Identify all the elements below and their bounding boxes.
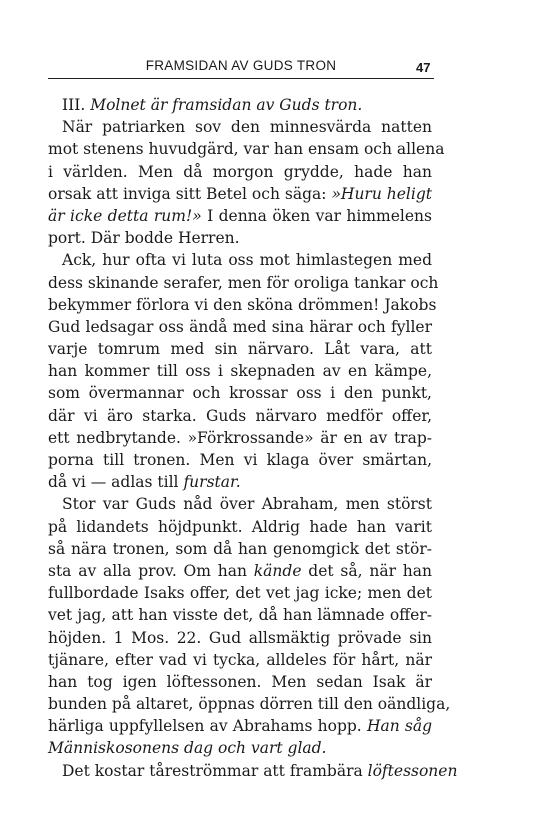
- text-line: [48, 161, 432, 183]
- text-segment: I denna öken var himmelens: [201, 206, 432, 225]
- text-line: [48, 671, 432, 693]
- italic-text: furstar.: [183, 473, 241, 492]
- text-segment: orsak att inviga sitt Betel och säga:: [48, 184, 332, 203]
- text-line: [48, 427, 432, 449]
- text-line: [48, 604, 432, 626]
- text-line: [48, 627, 432, 649]
- text-line: [48, 94, 432, 116]
- text-segment: vet jag, att han visste det, då han lämnade offer-: [48, 606, 432, 625]
- body-text: [48, 94, 458, 782]
- text-segment: När patriarken sov den minnesvärda natten: [62, 118, 432, 137]
- italic-text: kände: [253, 561, 302, 580]
- italic-text: är icke detta rum!»: [48, 206, 202, 225]
- text-segment: härliga uppfyllelsen av Abrahams hopp.: [48, 717, 367, 736]
- text-line: [48, 582, 432, 604]
- text-segment: porna till tronen. Men vi klaga över smärtan,: [48, 451, 432, 469]
- text-line: [48, 183, 432, 205]
- text-line: [48, 138, 445, 160]
- text-segment: i världen. Men då morgon grydde, hade han: [48, 162, 432, 181]
- text-segment: bekymmer förlora vi den sköna drömmen! Jakobs: [48, 295, 437, 314]
- italic-text: löftessonen: [367, 761, 458, 780]
- text-line: [48, 538, 432, 560]
- italic-text: »Huru heligt: [331, 184, 432, 203]
- text-line: [48, 360, 432, 382]
- text-segment: då vi — adlas till: [48, 473, 184, 492]
- text-line: [48, 316, 432, 338]
- text-line: [48, 560, 432, 582]
- text-segment: mot stenens huvudgärd, var han ensam och allena: [48, 140, 445, 159]
- text-line: [48, 272, 439, 294]
- text-line: [48, 227, 432, 249]
- text-segment: det så, när han: [301, 561, 433, 580]
- text-line: [48, 737, 432, 759]
- running-title: FRAMSIDAN AV GUDS TRON: [145, 58, 337, 73]
- text-line: [48, 516, 432, 538]
- text-segment: tjänare, efter vad vi tycka, alldeles för hårt, när: [48, 650, 432, 669]
- text-line: [48, 649, 432, 671]
- text-segment: han kommer till oss i skepnaden av en kämpe,: [48, 362, 432, 381]
- italic-text: Molnet är framsidan av Guds tron.: [90, 96, 363, 114]
- text-segment: han tog igen löftessonen. Men sedan Isak är: [48, 672, 432, 691]
- text-segment: Ack, hur ofta vi luta oss mot himlastegen med: [62, 251, 432, 270]
- text-line: [48, 760, 458, 782]
- text-segment: höjden. 1 Mos. 22. Gud allsmäktig prövade sin: [48, 628, 432, 647]
- text-segment: port. Där bodde Herren.: [48, 229, 240, 248]
- text-line: [48, 338, 432, 360]
- text-segment: som övermannar och krossar oss i den punkt,: [48, 384, 432, 403]
- text-segment: dess skinande serafer, men för oroliga tankar och: [48, 273, 439, 292]
- text-segment: där vi äro starka. Guds närvaro medför offer,: [48, 406, 432, 425]
- text-line: [48, 405, 432, 427]
- text-segment: på lidandets höjdpunkt. Aldrig hade han varit: [48, 517, 432, 536]
- text-line: [48, 471, 432, 493]
- text-segment: Det kostar tåreströmmar att frambära: [62, 761, 368, 780]
- text-segment: bunden på altaret, öppnas dörren till den oändliga,: [48, 695, 451, 714]
- text-line: [48, 449, 432, 471]
- text-segment: ett nedbrytande. »Förkrossande» är en av trap-: [48, 428, 432, 447]
- italic-text: Människosonens dag och vart glad.: [48, 739, 327, 758]
- text-segment: Stor var Guds nåd över Abraham, men störst: [62, 495, 432, 514]
- text-segment: fullbordade Isaks offer, det vet jag icke; men det: [48, 584, 432, 603]
- italic-text: Han såg: [366, 717, 432, 736]
- text-line: [48, 205, 432, 227]
- text-line: [48, 249, 432, 271]
- text-segment: så nära tronen, som då han genomgick det stör-: [48, 539, 432, 558]
- text-line: [48, 382, 432, 404]
- page-number: 47: [416, 60, 431, 75]
- running-header: [48, 56, 434, 79]
- text-line: [48, 116, 432, 138]
- text-line: [48, 294, 437, 316]
- text-line: [48, 693, 451, 715]
- text-segment: Gud ledsagar oss ändå med sina härar och fyller: [48, 317, 432, 336]
- text-line: [48, 493, 432, 515]
- text-segment: varje tomrum med sin närvaro. Låt vara, att: [48, 340, 432, 359]
- text-segment: sta av alla prov. Om han: [48, 561, 254, 580]
- text-segment: III.: [62, 96, 91, 114]
- text-line: [48, 715, 432, 737]
